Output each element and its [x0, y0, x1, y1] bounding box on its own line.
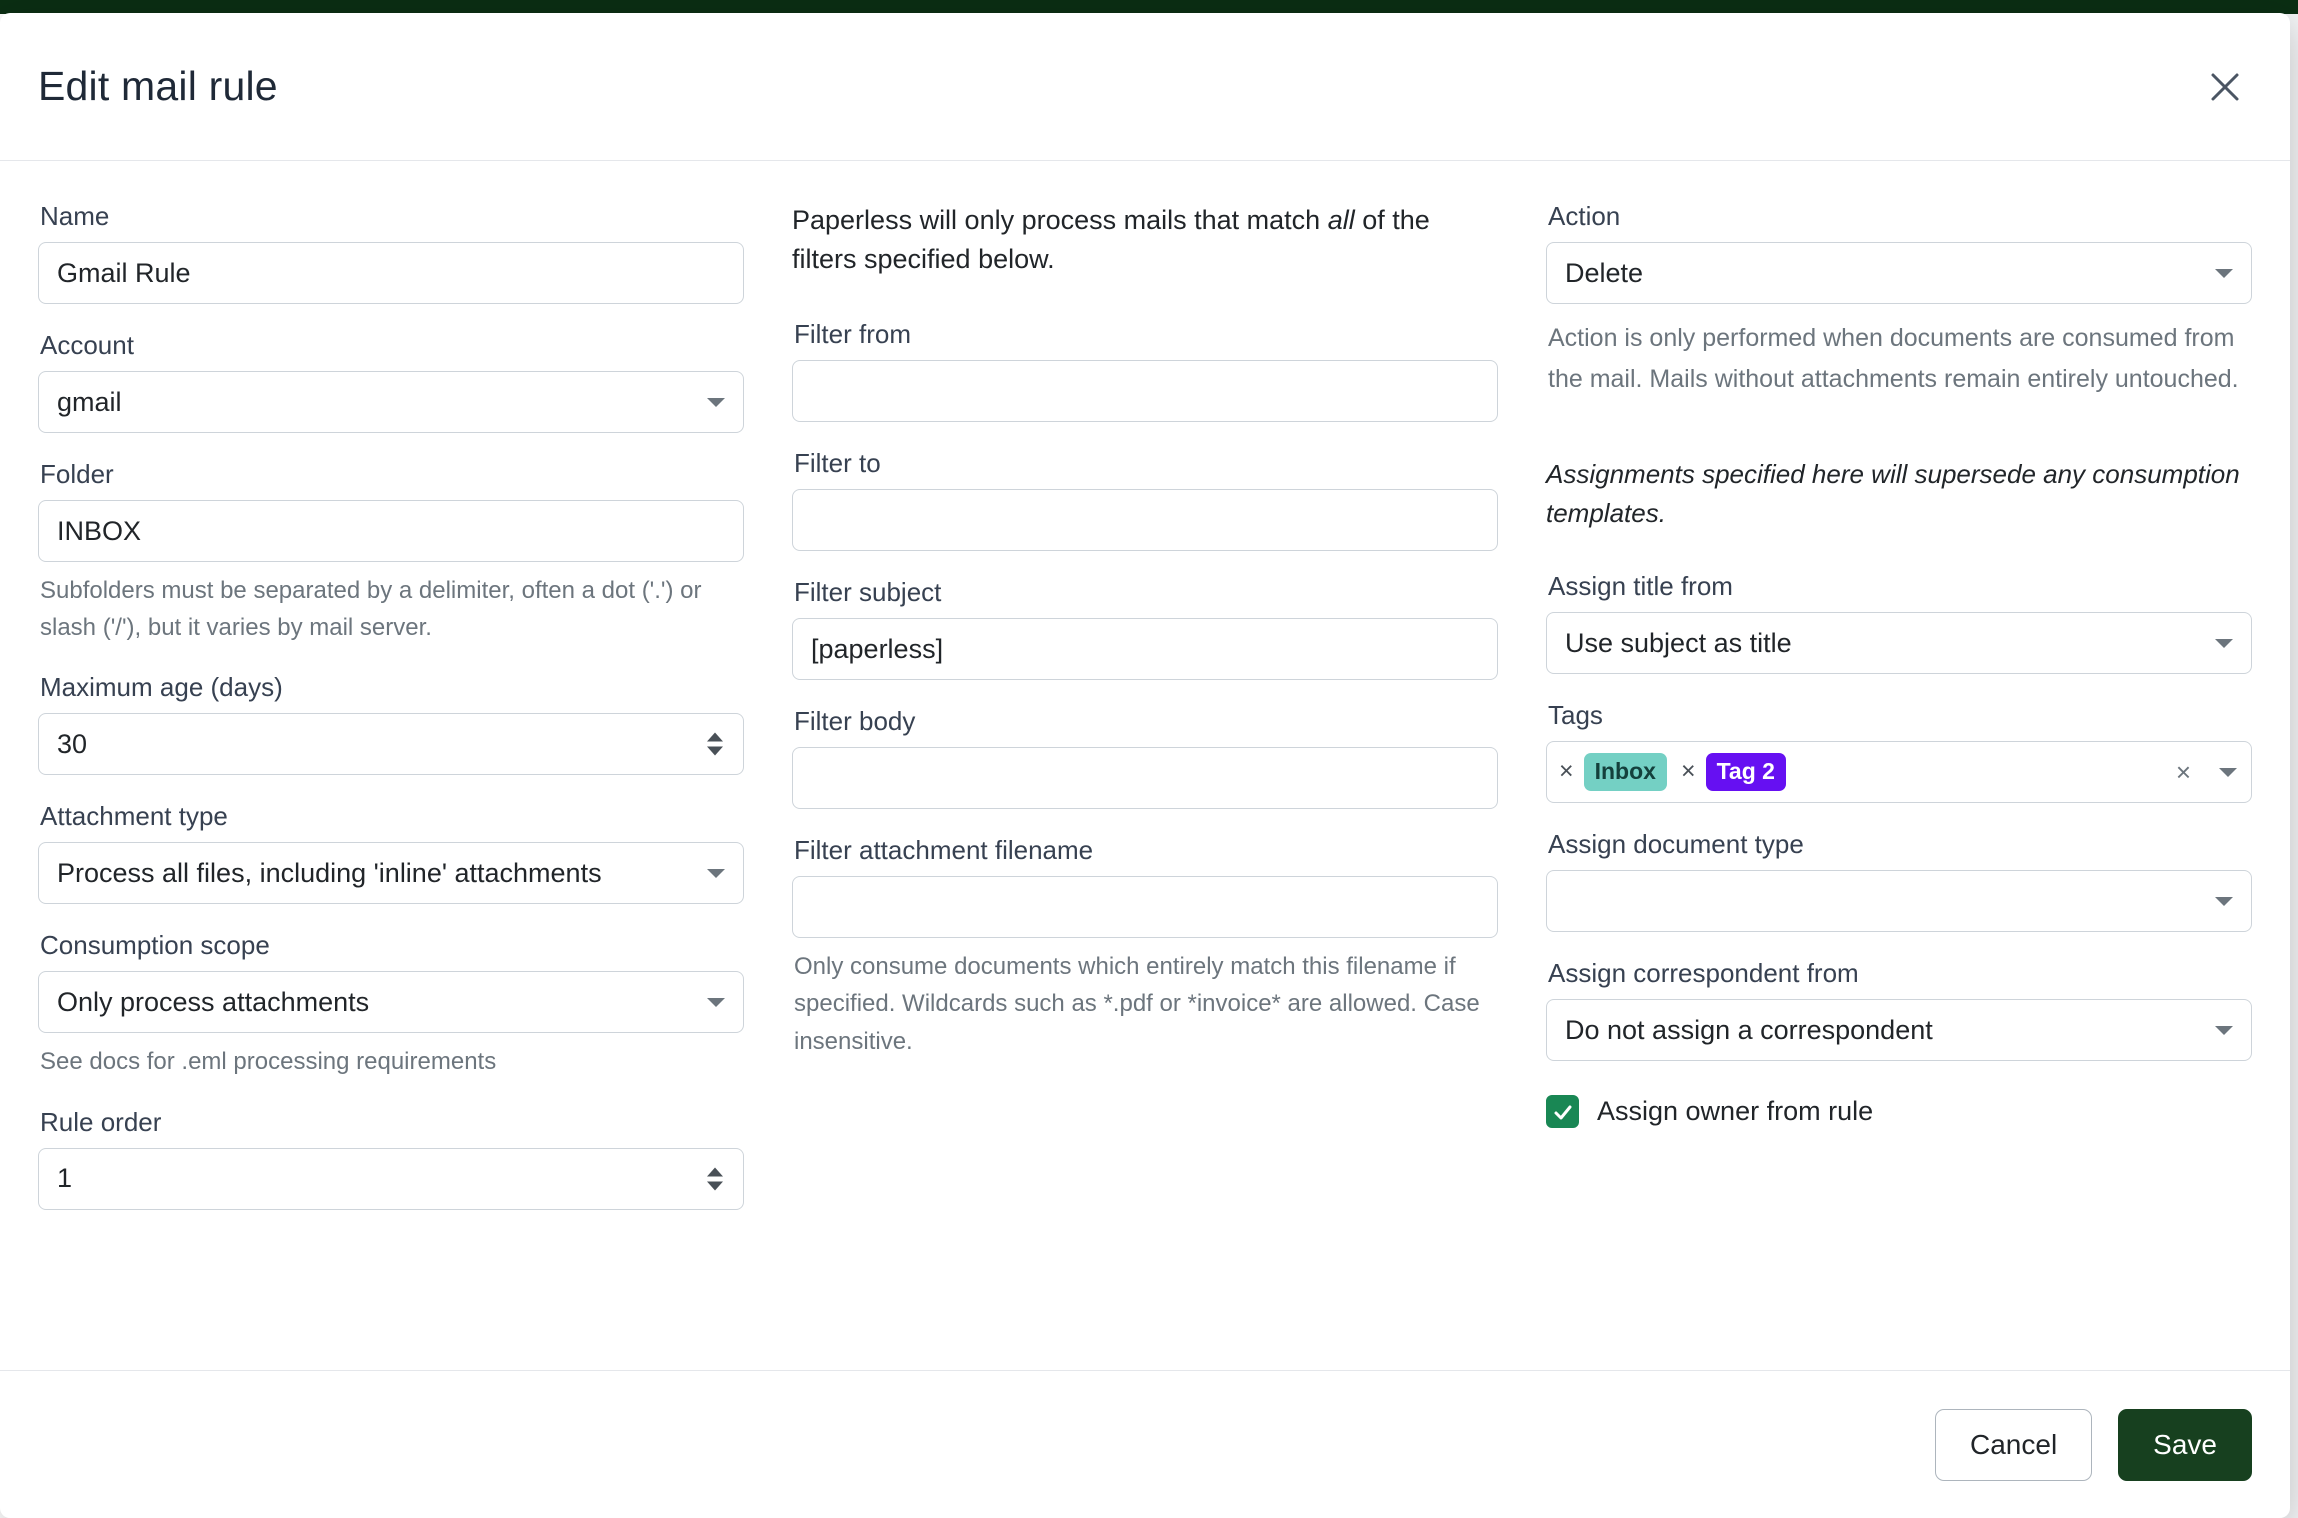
field-maximum-age — [38, 672, 744, 775]
assign-title-select[interactable] — [1546, 612, 2252, 674]
actions-column — [1546, 201, 2252, 1370]
assign-title-value: Use subject as title — [1565, 627, 1792, 658]
rule-basics-column — [38, 201, 744, 1370]
assign-owner-label: Assign owner from rule — [1597, 1096, 1874, 1126]
field-name — [38, 201, 744, 304]
consumption-scope-select[interactable] — [38, 971, 744, 1033]
filter-to-input[interactable] — [792, 489, 1498, 551]
stepper-up-icon[interactable] — [707, 733, 723, 742]
save-button[interactable]: Save — [2118, 1409, 2252, 1481]
chevron-down-icon — [2215, 269, 2233, 278]
assign-correspondent-select[interactable] — [1546, 999, 2252, 1061]
account-select[interactable] — [38, 371, 744, 433]
clear-tags-icon[interactable]: × — [2175, 757, 2191, 787]
field-tags — [1546, 700, 2252, 803]
attachment-type-label: Attachment type — [40, 801, 228, 832]
filter-body-input[interactable] — [792, 747, 1498, 809]
attachment-type-value: Process all files, including 'inline' attachments — [57, 857, 602, 888]
assign-owner-checkbox[interactable] — [1546, 1095, 1579, 1128]
tag-item[interactable] — [1559, 753, 1667, 790]
chevron-down-icon[interactable] — [2219, 768, 2237, 777]
tags-chip-row — [1559, 753, 2176, 790]
consumption-scope-hint: See docs for .eml processing requirements — [40, 1048, 497, 1076]
dialog-body — [0, 161, 2290, 1370]
chevron-down-icon — [707, 869, 725, 878]
close-icon[interactable] — [2198, 60, 2252, 114]
assignments-note: Assignments specified here will supersede any consumption templates. — [1546, 459, 2240, 528]
folder-label: Folder — [40, 459, 114, 489]
assign-correspondent-label: Assign correspondent from — [1548, 958, 1859, 988]
field-filter-to — [792, 448, 1498, 551]
maximum-age-input[interactable] — [38, 713, 744, 775]
edit-mail-rule-dialog — [0, 13, 2290, 1518]
assign-document-type-select[interactable] — [1546, 870, 2252, 932]
filter-subject-input[interactable] — [792, 618, 1498, 680]
action-label: Action — [1548, 201, 1621, 231]
chevron-down-icon — [2215, 1026, 2233, 1035]
chevron-down-icon — [707, 398, 725, 407]
page-title: Edit mail rule — [38, 63, 278, 109]
maximum-age-stepper[interactable] — [704, 733, 726, 756]
field-account — [38, 330, 744, 433]
dialog-footer — [0, 1370, 2290, 1518]
account-value: gmail — [57, 386, 122, 417]
dialog-header — [0, 13, 2290, 161]
filters-intro-after: of the filters specified below. — [792, 205, 1430, 275]
tags-label: Tags — [1548, 700, 1603, 730]
action-value: Delete — [1565, 257, 1644, 288]
browser-chrome-strip — [0, 0, 2298, 14]
chevron-down-icon — [2215, 639, 2233, 648]
filters-intro-before: Paperless will only process mails that match — [792, 205, 1328, 235]
tag-chip[interactable]: Tag 2 — [1706, 753, 1786, 790]
chevron-down-icon — [2215, 897, 2233, 906]
tag-chip[interactable]: Inbox — [1584, 753, 1667, 790]
filter-subject-label: Filter subject — [794, 577, 942, 608]
stepper-down-icon[interactable] — [707, 1181, 723, 1190]
consumption-scope-value: Only process attachments — [57, 986, 370, 1017]
filter-from-input[interactable] — [792, 360, 1498, 422]
cancel-button[interactable]: Cancel — [1935, 1409, 2092, 1481]
chevron-down-icon — [707, 998, 725, 1007]
filter-body-label: Filter body — [794, 706, 916, 737]
field-assign-correspondent — [1546, 958, 2252, 1061]
filters-column — [792, 201, 1498, 1370]
rule-order-input[interactable] — [38, 1148, 744, 1210]
field-assign-document-type — [1546, 829, 2252, 932]
stepper-down-icon[interactable] — [707, 747, 723, 756]
field-filter-subject — [792, 577, 1498, 680]
tags-multiselect[interactable] — [1546, 741, 2252, 803]
field-filter-from — [792, 319, 1498, 422]
remove-tag-icon[interactable]: × — [1680, 757, 1696, 786]
filters-intro — [792, 201, 1498, 279]
field-attachment-type — [38, 801, 744, 904]
field-consumption-scope — [38, 930, 744, 1080]
assign-correspondent-value: Do not assign a correspondent — [1565, 1014, 1933, 1045]
rule-order-label: Rule order — [40, 1106, 162, 1137]
field-assign-owner — [1546, 1095, 2252, 1128]
stepper-up-icon[interactable] — [707, 1167, 723, 1176]
assign-document-type-label: Assign document type — [1548, 829, 1804, 859]
tags-controls — [2176, 759, 2241, 785]
filter-attachment-filename-input[interactable] — [792, 876, 1498, 938]
maximum-age-label: Maximum age (days) — [40, 672, 283, 703]
filter-attachment-filename-label: Filter attachment filename — [794, 835, 1094, 866]
action-select[interactable] — [1546, 242, 2252, 304]
field-folder — [38, 459, 744, 646]
remove-tag-icon[interactable]: × — [1559, 757, 1574, 786]
consumption-scope-label: Consumption scope — [40, 930, 270, 961]
action-hint: Action is only performed when documents are consumed from the mail. Mails without attachments remain entirely untouched. — [1548, 324, 2239, 393]
field-assign-title — [1546, 571, 2252, 674]
rule-order-stepper[interactable] — [704, 1167, 726, 1190]
tag-item[interactable] — [1681, 753, 1786, 790]
filter-from-label: Filter from — [794, 319, 911, 350]
filter-to-label: Filter to — [794, 448, 881, 479]
field-rule-order — [38, 1107, 744, 1210]
attachment-type-select[interactable] — [38, 842, 744, 904]
field-filter-attachment-filename — [792, 835, 1498, 1060]
folder-hint: Subfolders must be separated by a delimiter, often a dot ('.') or slash ('/'), but it varies by mail server. — [40, 577, 702, 642]
name-label: Name — [40, 201, 110, 231]
field-action — [1546, 201, 2252, 399]
field-filter-body — [792, 706, 1498, 809]
name-input[interactable] — [38, 242, 744, 304]
filters-intro-emphasis: all — [1327, 205, 1355, 235]
assign-title-label: Assign title from — [1548, 571, 1733, 601]
folder-input[interactable] — [38, 500, 744, 562]
account-label: Account — [40, 330, 134, 360]
filter-attachment-filename-hint: Only consume documents which entirely match this filename if specified. Wildcards such as *.pdf or *invoice* are allowed. Case insensitive. — [794, 953, 1480, 1055]
